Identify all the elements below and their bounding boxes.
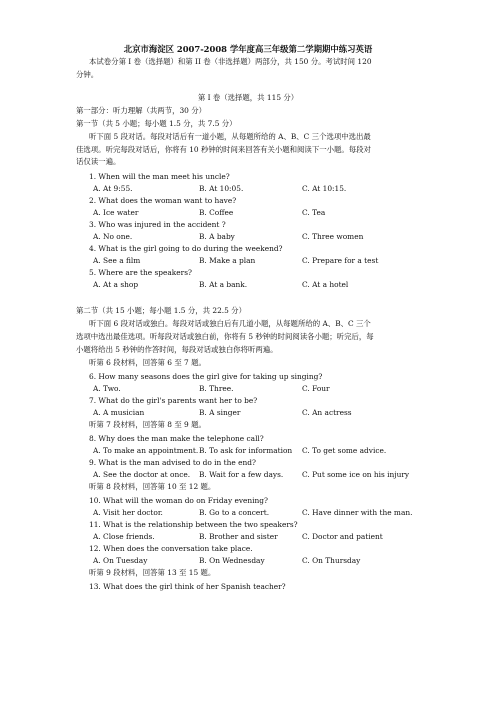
option-c: C. At 10:15.: [302, 184, 347, 193]
option-a: A. See the doctor at once.: [93, 470, 191, 479]
option-c: C. An actress: [302, 408, 352, 417]
option-a: A. Close friends.: [93, 532, 155, 541]
section-heading-1: 第一节（共 5 小题；每小题 1.5 分，共 7.5 分）: [76, 119, 237, 128]
option-a: A. To make an appointment.: [93, 446, 199, 455]
question-stem: 2. What does the woman want to have?: [89, 196, 237, 205]
material-note: 听第 6 段材料，回答第 6 至 7 题。: [89, 358, 206, 367]
option-c: C. Tea: [302, 208, 326, 217]
material-note: 听第 9 段材料，回答第 13 至 15 题。: [89, 568, 216, 577]
question-stem: 13. What does the girl think of her Spanish teacher?: [89, 582, 286, 591]
option-a: A. At 9:55.: [93, 184, 133, 193]
option-b: B. A baby: [199, 232, 235, 241]
option-a: A. At a shop: [93, 280, 139, 289]
option-c: C. Four: [302, 384, 330, 393]
question-stem: 11. What is the relationship between the two speakers?: [89, 520, 298, 529]
option-a: A. On Tuesday: [93, 556, 148, 565]
option-b: B. Make a plan: [199, 256, 256, 265]
option-a: A. Visit her doctor.: [93, 508, 163, 517]
option-a: A. A musician: [93, 408, 145, 417]
intro-line-1: 本试卷分第 I 卷（选择题）和第 II 卷（非选择题）两部分，共 150 分。考试时间 120: [89, 57, 372, 66]
option-b: B. Go to a concert.: [199, 508, 270, 517]
intro-line-2: 分钟。: [76, 70, 99, 79]
question-stem: 6. How many seasons does the girl give for taking up singing?: [89, 372, 323, 381]
option-b: B. To ask for information: [199, 446, 293, 455]
option-c: C. On Thursday: [302, 556, 361, 565]
section-2-instructions: 选项中选出最佳选项。听每段对话或独白前，你将有 5 秒钟的时间阅读各小题；听完后，每: [76, 332, 374, 341]
section-2-instructions: 小题将给出 5 秒钟的作答时间，每段对话或独白你将听两遍。: [76, 345, 278, 354]
option-b: B. Coffee: [199, 208, 234, 217]
part-heading: 第一部分：听力理解（共两节，30 分）: [76, 106, 207, 115]
option-b: B. Three.: [199, 384, 234, 393]
question-stem: 10. What will the woman do on Friday evening?: [89, 496, 268, 505]
option-c: C. Put some ice on his injury: [302, 470, 410, 479]
option-c: C. Three women: [302, 232, 364, 241]
question-stem: 5. Where are the speakers?: [89, 268, 192, 277]
section-1-instructions: 听下面 5 段对话。每段对话后有一道小题，从每题所给的 A、B、C 三个选项中选出最: [89, 132, 371, 141]
option-b: B. On Wednesday: [199, 556, 265, 565]
material-note: 听第 8 段材料，回答第 10 至 12 题。: [89, 482, 216, 491]
section-heading-2: 第二节（共 15 小题；每小题 1.5 分，共 22.5 分）: [76, 306, 246, 315]
question-stem: 1. When will the man meet his uncle?: [89, 172, 230, 181]
question-stem: 4. What is the girl going to do during the weekend?: [89, 244, 283, 253]
option-a: A. See a film: [93, 256, 141, 265]
question-stem: 3. Who was injured in the accident ?: [89, 220, 226, 229]
option-b: B. Wait for a few days.: [199, 470, 284, 479]
option-b: B. At a bank.: [199, 280, 248, 289]
question-stem: 9. What is the man advised to do in the end?: [89, 458, 256, 467]
option-c: C. At a hotel: [302, 280, 349, 289]
question-stem: 7. What do the girl's parents want her to be?: [89, 396, 258, 405]
option-b: B. Brother and sister: [199, 532, 278, 541]
option-a: A. Ice water: [93, 208, 139, 217]
option-b: B. A singer: [199, 408, 241, 417]
option-c: C. Have dinner with the man.: [302, 508, 413, 517]
option-a: A. No one.: [93, 232, 133, 241]
section-1-instructions: 佳选项。听完每段对话后，你将有 10 秒钟的时间来回答有关小题和阅读下一小题。每段对: [76, 145, 371, 154]
section-2-instructions: 听下面 6 段对话或独白。每段对话或独白后有几道小题，从每题所给的 A、B、C 三个: [89, 319, 371, 328]
exam-title: 北京市海淀区 2007-2008 学年度高三年级第二学期期中练习英语: [123, 44, 373, 54]
material-note: 听第 7 段材料，回答第 8 至 9 题。: [89, 420, 206, 429]
option-a: A. Two.: [93, 384, 121, 393]
question-stem: 12. When does the conversation take place.: [89, 544, 253, 553]
section-1-instructions: 话仅读一遍。: [76, 157, 121, 166]
volume-heading: 第 I 卷（选择题，共 115 分）: [197, 93, 299, 102]
option-b: B. At 10:05.: [199, 184, 244, 193]
question-stem: 8. Why does the man make the telephone call?: [89, 434, 264, 443]
option-c: C. Doctor and patient: [302, 532, 383, 541]
option-c: C. Prepare for a test: [302, 256, 379, 265]
option-c: C. To get some advice.: [302, 446, 387, 455]
